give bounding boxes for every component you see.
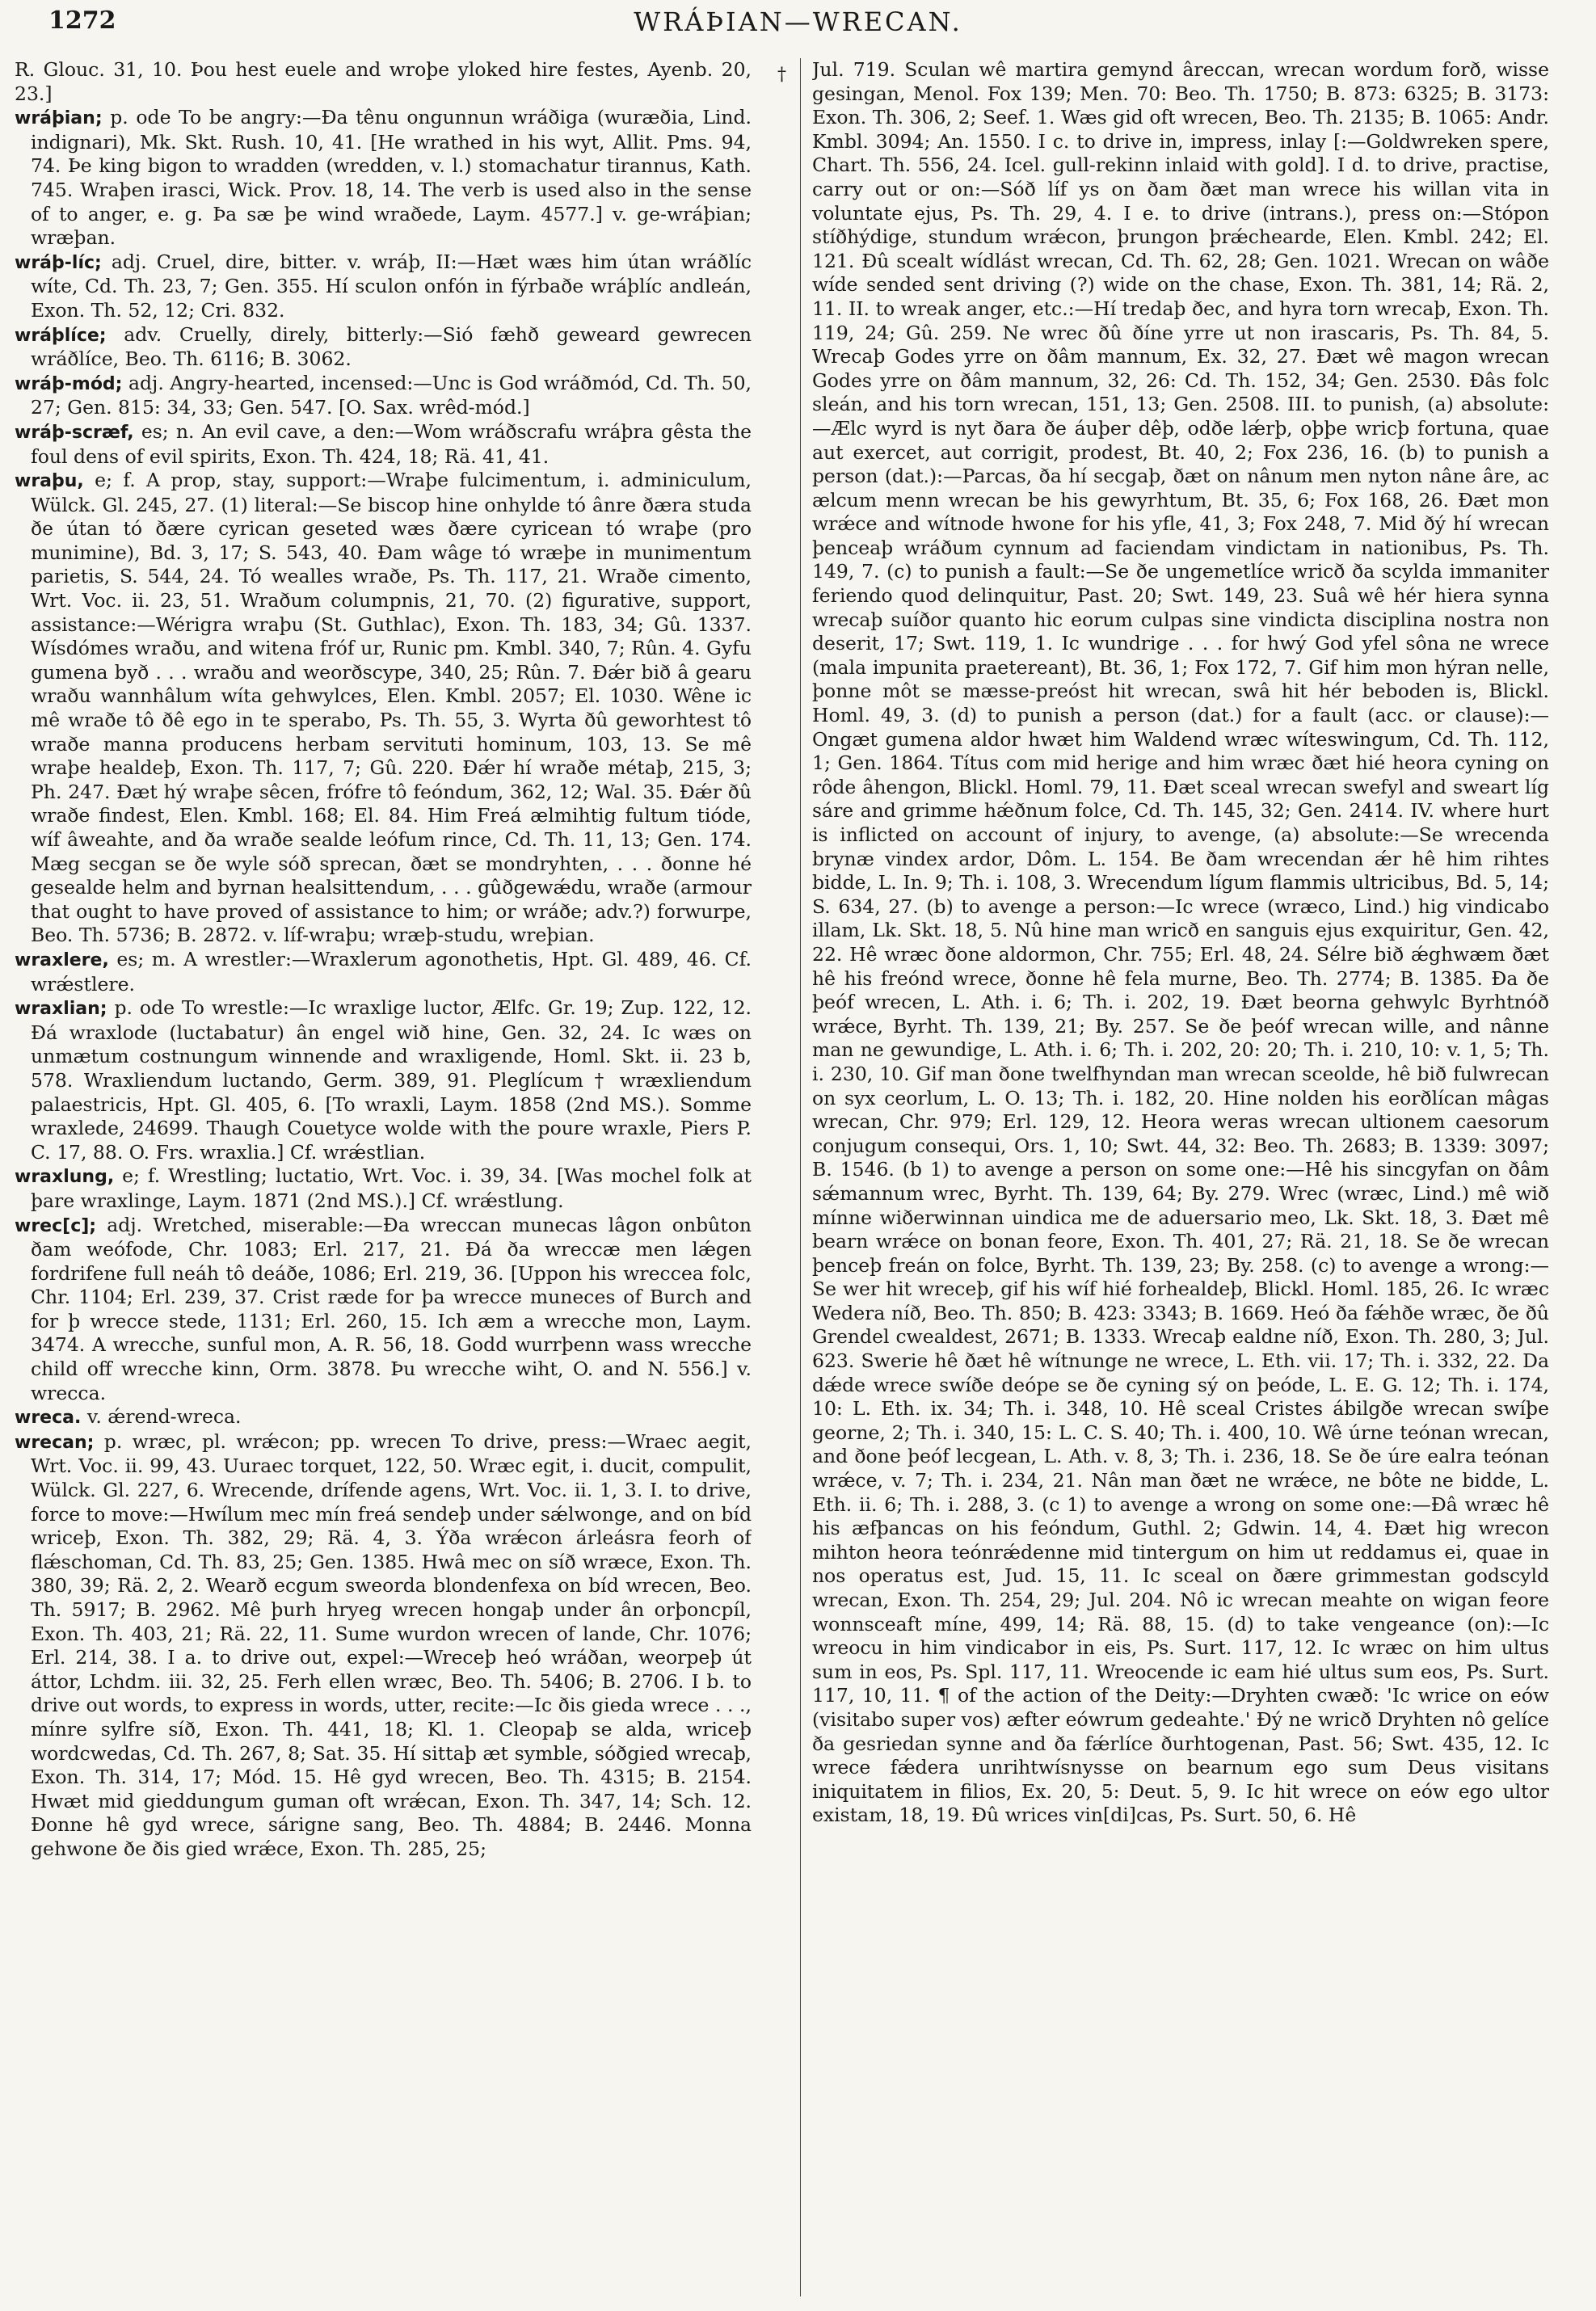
- dictionary-entry: [15, 469, 752, 948]
- headword: wreca.: [15, 1408, 82, 1429]
- headword: wráþian;: [15, 108, 103, 129]
- headword: wráþ-líc;: [15, 252, 102, 273]
- dictionary-entry: [15, 1164, 752, 1213]
- dictionary-entry: [15, 996, 752, 1164]
- running-title: WRÁÞIAN—WRECAN.: [634, 6, 962, 37]
- headword: wrecan;: [15, 1432, 95, 1453]
- entry-text: adj. Cruel, dire, bitter. v. wráþ, II:—Hæt wæs him útan wráðlíc wíte, Cd. Th. 23, 7; Gen. 355. Hí sculon onfón in fýrbaðe wráþlíc andleán, Exon. Th. 52, 12; Cri. 832.: [31, 250, 752, 322]
- right-column: [812, 58, 1549, 2296]
- dictionary-entry: [15, 323, 752, 372]
- page-number: 1272: [48, 6, 116, 35]
- headword: wráþ-scræf,: [15, 422, 134, 443]
- headword: wraxlian;: [15, 999, 107, 1020]
- entry-text: p. ode To be angry:—Ða tênu ongunnun wráðiga (wuræðia, Lind. indignari), Mk. Skt. Rush. 10, 41. [He wrathed in his wyt, Allit. Pms. 94, 74. Þe king bigon to wradden (wredden, v. l.) stomachatur tirannus, Kath. 745. Wraþen irasci, Wick. Prov. 18, 14. The verb is used also in the sense of to anger, e. g. Þa sæ þe wind wraðede, Laym. 4577.] v. ge-wráþian; wræþan.: [31, 106, 752, 250]
- headword: wráþ-mód;: [15, 373, 123, 394]
- left-column: [15, 58, 752, 2272]
- headword: wraxlung,: [15, 1167, 115, 1188]
- dictionary-entry: [812, 58, 1549, 1828]
- dictionary-entry: [15, 1405, 752, 1430]
- page-header: [48, 6, 1548, 37]
- entry-text: es; n. An evil cave, a den:—Wom wráðscrafu wráþra gêsta the foul dens of evil spirits, Exon. Th. 424, 18; Rä. 41, 41.: [31, 419, 752, 468]
- entry-text: p. wræc, pl. wrǽcon; pp. wrecen To drive, press:—Wraec aegit, Wrt. Voc. ii. 99, 43. Uuraec torquet, 122, 50. Wræc egit, i. ducit, compulit, Wülck. Gl. 227, 6. Wrecende, drífende agens, Wrt. Voc. ii. 1, 3. I. to drive, force to move:—Hwílum mec mín freá sendeþ under sǽlwonge, and on bíd wriceþ, Exon. Th. 382, 29; Rä. 4, 3. Ýða wrǽcon árleásra feorh of flǽschoman, Cd. Th. 83, 25; Gen. 1385. Hwâ mec on síð wræce, Exon. Th. 380, 39; Rä. 2, 2. Wearð ecgum sweorda blondenfexa on bíd wrecen, Beo. Th. 5917; B. 2962. Mê þurh hryeg wrecen hongaþ under ân orþoncpíl, Exon. Th. 403, 21; Rä. 22, 11. Sume wurdon wrecen of lande, Chr. 1076; Erl. 214, 38. I a. to drive out, expel:—Wreceþ heó wráðan, weorpeþ út áttor, Lchdm. iii. 32, 25. Ferh ellen wræc, Beo. Th. 5406; B. 2706. I b. to drive out words, to express in words, utter, recite:—Ic ðis gieda wrece . . ., mínre sylfre síð, Exon. Th. 441, 18; Kl. 1. Cleopaþ se alda, wriceþ wordcwedas, Cd. Th. 267, 8; Sat. 35. Hí sittaþ æt symble, sóðgied wrecaþ, Exon. Th. 314, 17; Mód. 15. Hê gyd wrecen, Beo. Th. 4315; B. 2154. Hwæt mid gieddungum guman oft wrǽcan, Exon. Th. 347, 14; Sch. 12. Ðonne hê gyd wrece, sárigne sang, Beo. Th. 4884; B. 2446. Monna gehwone ðe ðis gied wrǽce, Exon. Th. 285, 25;: [31, 1429, 752, 1860]
- headword: wraþu,: [15, 471, 84, 492]
- headword: wráþlíce;: [15, 325, 107, 346]
- headword: wrec[c];: [15, 1215, 97, 1236]
- dictionary-entry: [15, 106, 752, 250]
- entry-text: v. ǽrend-wreca.: [86, 1405, 242, 1429]
- dictionary-entry: [15, 1430, 752, 1862]
- dictionary-entry: [15, 250, 752, 323]
- dictionary-entry: [15, 1214, 752, 1406]
- entry-text: adj. Wretched, miserable:—Ða wreccan munecas lâgon onbûton ðam weófode, Chr. 1083; Erl. 217, 21. Ðá ða wreccæ men lǽgen fordrifene full neáh tô deáðe, 1086; Erl. 219, 36. [Uppon his wreccea folc, Chr. 1104; Erl. 239, 37. Crist ræde for þa wrecce muneces of Burch and for þ wrecce stede, 1131; Erl. 260, 15. Ich æm a wrecche mon, Laym. 3474. A wrecche, sunful mon, A. R. 56, 18. Godd wurrþenn wass wrecche child off wrecche kinn, Orm. 3878. Þu wrecche wiht, O. and N. 556.] v. wrecca.: [31, 1213, 752, 1404]
- column-divider: [800, 58, 801, 2296]
- entry-text: p. ode To wrestle:—Ic wraxlige luctor, Ælfc. Gr. 19; Zup. 122, 12. Ðá wraxlode (luctabatur) ân engel wið hine, Gen. 32, 24. Ic wæs on unmætum costnungum winnende and wraxligende, Homl. Skt. ii. 23 b, 578. Wraxliendum luctando, Germ. 389, 91. Pleglícum † wræxliendum palaestricis, Hpt. Gl. 405, 6. [To wraxli, Laym. 1858 (2nd MS.). Somme wraxlede, 24699. Thaugh Couetyce wolde with the poure wraxle, Piers P. C. 17, 88. O. Frs. wraxlia.] Cf. wrǽstlian.: [31, 996, 752, 1164]
- dictionary-entry: [15, 372, 752, 420]
- entry-text: e; f. Wrestling; luctatio, Wrt. Voc. i. 39, 34. [Was mochel folk at þare wraxlinge, Laym. 1871 (2nd MS.).] Cf. wrǽstlung.: [31, 1164, 752, 1212]
- entry-text: adv. Cruelly, direly, bitterly:—Sió fæhð geweard gewrecen wráðlíce, Beo. Th. 6116; B. 3062.: [31, 322, 752, 371]
- headword: wraxlere,: [15, 949, 109, 970]
- dictionary-entry: [15, 420, 752, 469]
- entry-text: R. Glouc. 31, 10. Þou hest euele and wroþe yloked hire festes, Ayenb. 20, 23.]: [15, 58, 752, 105]
- entry-text: Jul. 719. Sculan wê martira gemynd âreccan, wrecan wordum forð, wisse gesingan, Menol. Fox 139; Men. 70: Beo. Th. 1750; B. 873: 6325; B. 3173: Exon. Th. 306, 2; Seef. 1. Wæs gid oft wrecen, Beo. Th. 2135; B. 1065: Andr. Kmbl. 3094; An. 1550. I c. to drive in, impress, inlay [:—Goldwreken spere, Chart. Th. 556, 24. Icel. gull-rekinn inlaid with gold]. I d. to drive, practise, carry out or on:—Sóð líf ys on ðam ðæt man wrece his willan vita in voluntate ejus, Ps. Th. 29, 4. I e. to drive (intrans.), press on:—Stópon stíðhýdige, stundum wrǽcon, þrungon þrǽchearde, Elen. Kmbl. 242; El. 121. Ðû scealt wídlást wrecan, Cd. Th. 62, 28; Gen. 1021. Wrecan on wâðe wíde sended sent driving (?) wide on the chase, Exon. Th. 381, 14; Rä. 2, 11. II. to wreak anger, etc.:—Hí tredaþ ðec, and hyra torn wrecaþ, Exon. Th. 119, 24; Gû. 259. Ne wrec ðû ðíne yrre ut non irascaris, Ps. Th. 84, 5. Wrecaþ Godes yrre on ðâm mannum, Ex. 32, 27. Ðæt wê magon wrecan Godes yrre on ðâm mannum, 32, 26: Cd. Th. 152, 34; Gen. 2530. Ðâs folc sleán, and his torn wrecan, 151, 13; Gen. 2508. III. to punish, (a) absolute:—Ælc wyrd is nyt ðara ðe áuþer dêþ, odðe lǽrþ, oþþe wricþ fortuna, quae aut exercet, aut corrigit, prodest, Bt. 40, 2; Fox 236, 16. (b) to punish a person (dat.):—Parcas, ða hí secgaþ, ðæt on nânum men nyton nâne âre, ac ælcum menn wrecan be his gewyrhtum, Bt. 35, 6; Fox 168, 26. Ðæt mon wrǽce and wítnode hwone for his yfle, 41, 3; Fox 248, 7. Mid ðý hí wrecan þenceaþ wráðum cynnum ad faciendam vindictam in nationibus, Ps. Th. 149, 7. (c) to punish a fault:—Se ðe ungemetlíce wricð ða scylda immaniter feriendo quod delinquitur, Past. 20; Swt. 149, 23. Suâ wê hér hiera synna wrecaþ suíðor quanto hic eorum culpas sine vindicta disciplina nostra non deserit, 17; Swt. 119, 1. Ic wundrige . . . for hwý God yfel sôna ne wrece (mala impunita praetereant), Bt. 36, 1; Fox 172, 7. Gif him mon hýran nelle, þonne môt se mæsse-preóst hit wrecan, swâ hit hér beboden is, Blickl. Homl. 49, 3. (d) to punish a person (dat.) for a fault (acc. or clause):—Ongæt gumena aldor hwæt him Waldend wræc wíteswingum, Cd. Th. 112, 1; Gen. 1864. Títus com mid herige and him wræc ðæt hié heora cyning on rôde âhengon, Blickl. Homl. 79, 11. Ðæt sceal wrecan swefyl and sweart líg sáre and grimme hǽðnum folce, Cd. Th. 145, 32; Gen. 2414. IV. where hurt is inflicted on account of injury, to avenge, (a) absolute:—Se wrecenda brynæ vindex ardor, Dôm. L. 154. Be ðam wrecendan ǽr hê him rihtes bidde, L. In. 9; Th. i. 108, 3. Wrecendum lígum flammis ultricibus, Bd. 5, 14; S. 634, 27. (b) to avenge a person:—Ic wrece (wræco, Lind.) hig vindicabo illam, Lk. Skt. 18, 5. Nû hine man wricð en sanguis ejus exquiritur, Gen. 42, 22. Hê wræc ðone aldormon, Chr. 755; Erl. 48, 24. Sélre bið ǽghwæm ðæt hê his freónd wrece, ðonne hê fela murne, Beo. Th. 2774; B. 1385. Ða ðe þeóf wrecen, L. Ath. i. 6; Th. i. 202, 19. Ðæt beorna gehwylc Byrhtnóð wrǽce, Byrht. Th. 139, 21; By. 257. Se ðe þeóf wrecan wille, and nânne man ne gewundige, L. Ath. i. 6; Th. i. 202, 20: 20; Th. i. 210, 10: v. 1, 5; Th. i. 230, 10. Gif man ðone twelfhyndan man wrecan sceolde, hê bið fulwrecan on syx ceorlum, L. O. 13; Th. i. 182, 20. Hine nolden his eorðlícan mâgas wrecan, Chr. 979; Erl. 129, 12. Heora weras wrecan ultionem caesorum conjugum consequi, Ors. 1, 10; Swt. 44, 32: Beo. Th. 2683; B. 1339: 3097; B. 1546. (b 1) to avenge a person on some one:—Hê his sincgyfan on ðâm sǽmannum wrec, Byrht. Th. 139, 64; By. 279. Wrec (wræc, Lind.) mê wið mínne wiðerwinnan uindica me de aduersario meo, Lk. Skt. 18, 3. Ðæt mê bearn wrǽce on bonan feore, Exon. Th. 401, 27; Rä. 21, 18. Se ðe wrecan þenceþ freán on folce, Byrht. Th. 139, 23; By. 258. (c) to avenge a wrong:—Se wer hit wreceþ, gif his wíf hié forhealdeþ, Blickl. Homl. 185, 26. Ic wræc Wedera níð, Beo. Th. 850; B. 423: 3343; B. 1669. Heó ða fǽhðe wræc, ðe ðû Grendel cwealdest, 2671; B. 1333. Wrecaþ ealdne níð, Exon. Th. 280, 3; Jul. 623. Swerie hê ðæt hê wítnunge ne wrece, L. Eth. vii. 17; Th. i. 332, 22. Da dǽde wrece swíðe deópe se ðe cyning sý on þeóde, L. E. G. 12; Th. i. 174, 10: L. Eth. ix. 34; Th. i. 348, 10. Hê sceal Cristes ábilgðe wrecan swíþe georne, 2; Th. i. 340, 15: L. C. S. 40; Th. i. 400, 10. Wê úrne teónan wrecan, and ðone þeóf lecgean, L. Ath. v. 8, 3; Th. i. 236, 18. Se ðe úre ealra teónan wrǽce, v. 7; Th. i. 234, 21. Nân man ðæt ne wrǽce, ne bôte ne bidde, L. Eth. ii. 6; Th. i. 288, 3. (c 1) to avenge a wrong on some one:—Ðâ wræc hê his æfþancas on his feóndum, Guthl. 2; Gdwin. 14, 4. Ðæt hig wrecon mihton heora teónrǽdenne mid tintergum on him ut reddamus ei, quae in nos operatus est, Jud. 15, 11. Ic sceal on ðære grimmestan godscyld wrecan, Exon. Th. 254, 29; Jul. 204. Nô ic wrecan meahte on wigan feore wonnsceaft míne, 499, 14; Rä. 88, 15. (d) to take vengeance (on):—Ic wreocu in him vindicabor in eis, Ps. Surt. 117, 12. Ic wræc on him ultus sum in eos, Ps. Spl. 117, 11. Wreocende ic eam hié ultus sum eos, Ps. Surt. 117, 10, 11. ¶ of the action of the Deity:—Dryhten cwæð: 'Ic wrice on eów (visitabo super vos) æfter eówrum gedeahte.' Ðý ne wricð Dryhten nô gelíce ða gesriedan synne and ða fǽrlíce ðurhtogenan, Past. 56; Swt. 435, 12. Ic wrece fǽdera unrihtwísnysse on bearnum ego sum Deus visitans iniquitatem in filios, Ex. 20, 5: Deut. 5, 9. Ic hit wrece on eów ego ultor existam, 18, 19. Ðû wrices vin[di]cas, Ps. Surt. 50, 6. Hê: [812, 58, 1549, 1827]
- dictionary-entry: [15, 948, 752, 996]
- entry-text: adj. Angry-hearted, incensed:—Unc is God wráðmód, Cd. Th. 50, 27; Gen. 815: 34, 33; Gen. 547. [O. Sax. wrêd-mód.]: [31, 371, 752, 419]
- entry-text: es; m. A wrestler:—Wraxlerum agonothetis, Hpt. Gl. 489, 46. Cf. wrǽstlere.: [31, 947, 752, 996]
- dictionary-entry: [15, 58, 752, 106]
- dagger-mark: †: [777, 65, 786, 85]
- entry-text: e; f. A prop, stay, support:—Wraþe fulcimentum, i. adminiculum, Wülck. Gl. 245, 27. (1) literal:—Se biscop hine onhylde tó ânre ðæra studa ðe útan tó ðære cyrican geseted wæs ðære cyricean tó wraþe (pro munimine), Bd. 3, 17; S. 543, 40. Ðam wâge tó wræþe in munimentum parietis, S. 544, 24. Tó wealles wraðe, Ps. Th. 117, 21. Wraðe cimento, Wrt. Voc. ii. 23, 51. Wraðum columpnis, 21, 70. (2) figurative, support, assistance:—Wérigra wraþu (St. Guthlac), Exon. Th. 183, 34; Gû. 1337. Wísdómes wraðu, and witena fróf ur, Runic pm. Kmbl. 340, 7; Rûn. 4. Gyfu gumena byð . . . wraðu and weorðscype, 340, 25; Rûn. 7. Ðǽr bið â gearu wraðu wannhâlum wíta gehwylces, Elen. Kmbl. 2057; El. 1030. Wêne ic mê wraðe tô ðê ego in te sperabo, Ps. Th. 55, 3. Wyrta ðû geworhtest tô wraðe manna producens herbam servituti hominum, 103, 13. Se mê wraþe healdeþ, Exon. Th. 117, 7; Gû. 220. Ðǽr hí wraðe métaþ, 215, 3; Ph. 247. Ðæt hý wraþe sêcen, frófre tô feóndum, 362, 12; Wal. 35. Ðǽr ðû wraðe findest, Elen. Kmbl. 168; El. 84. Him Freá ælmihtig fultum tióde, wíf âweahte, and ða wraðe sealde leófum rince, Cd. Th. 11, 13; Gen. 174. Mæg secgan se ðe wyle sóð sprecan, ðæt se mondryhten, . . . ðonne hé gesealde helm and byrnan healsittendum, . . . gûðgewǽdu, wraðe (armour that ought to have proved of assistance to him; or wráðe; adv.?) forwurpe, Beo. Th. 5736; B. 2872. v. líf-wraþu; wræþ-studu, wreþian.: [31, 469, 752, 947]
